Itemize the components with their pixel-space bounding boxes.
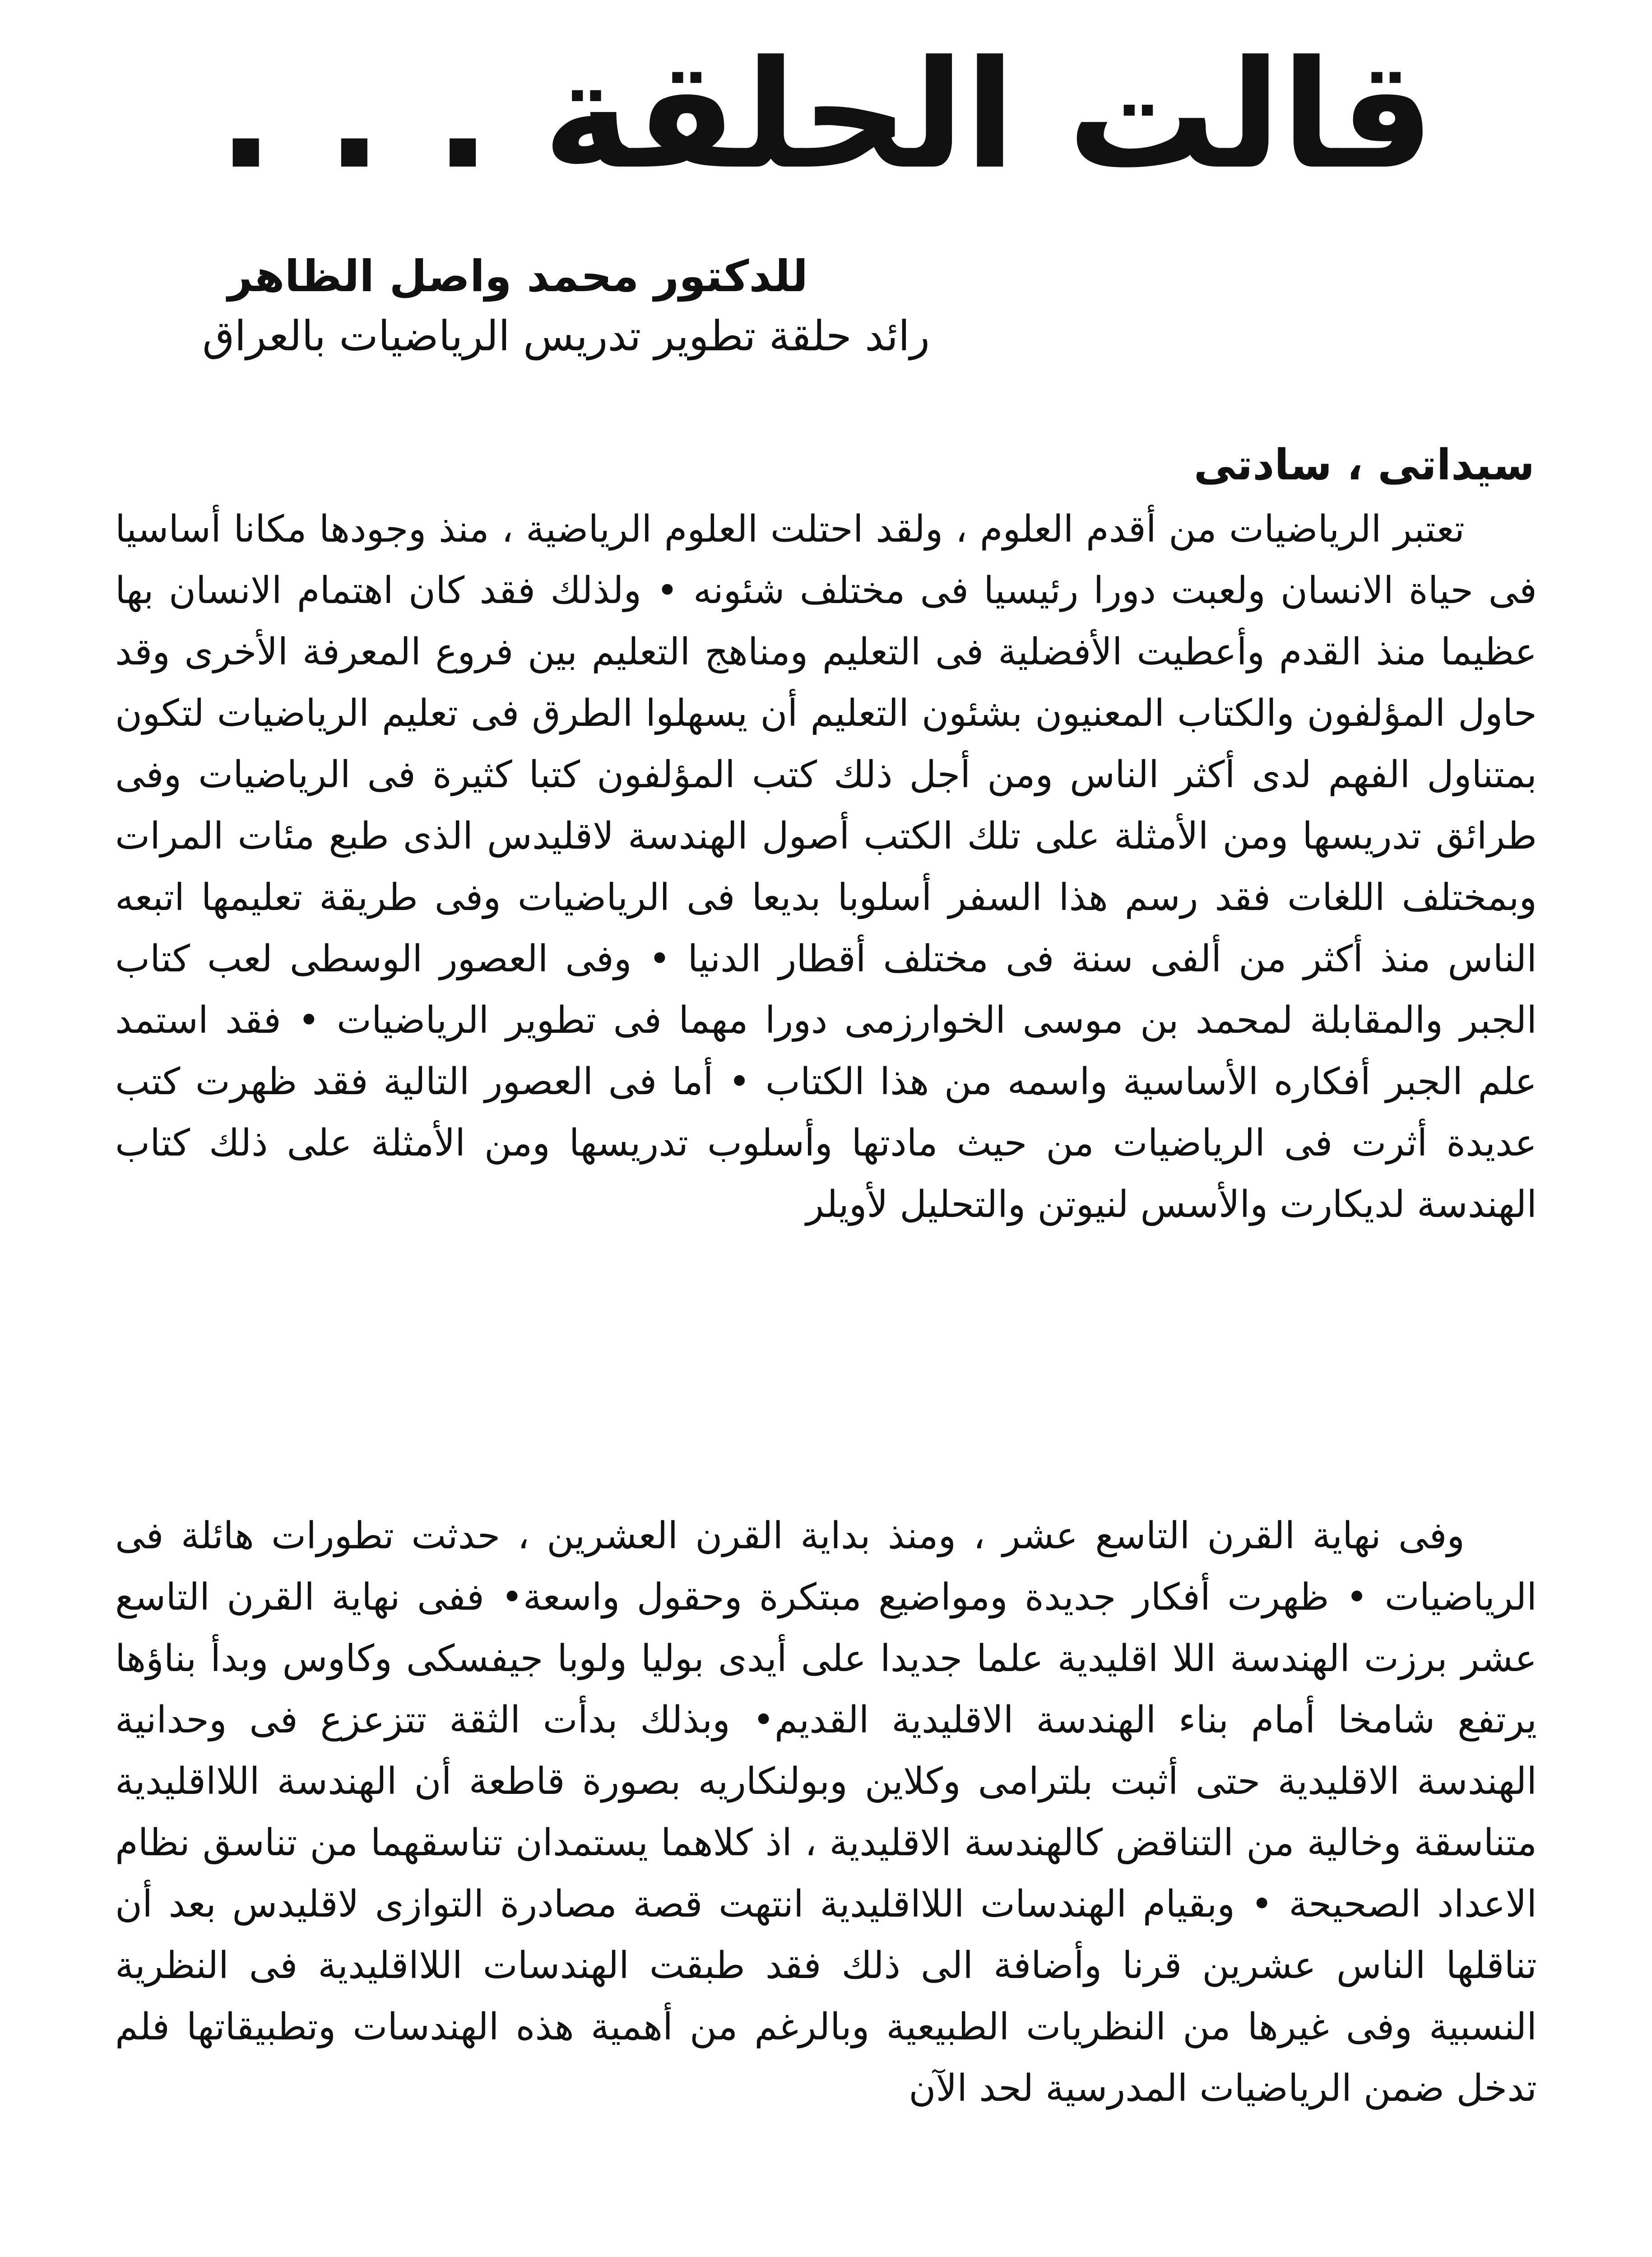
author-role: رائد حلقة تطوير تدريس الرياضيات بالعراق — [202, 312, 930, 360]
salutation: سيداتى ، سادتى — [1193, 441, 1535, 490]
body-paragraph-2: وفى نهاية القرن التاسع عشر ، ومنذ بداية القرن العشرين ، حدثت تطورات هائلة فى الرياضيات • ظهرت أفكار جديدة ومواضيع مبتكرة وحقول واسعة• ففى نهاية القرن التاسع عشر برزت الهندسة اللا اقليدية علما جديدا على أيدى بوليا ولوبا جيفسكى وكاوس وبدأ بناؤها يرتفع شامخا أمام بناء الهندسة الاقليدية القديم• وبذلك بدأت الثقة تتزعزع فى وحدانية الهندسة الاقليدية حتى أثبت بلترامى وكلاين وبولنكاريه بصورة قاطعة أن الهندسة اللااقليدية متناسقة وخالية من التناقض كالهندسة الاقليدية ، اذ كلاهما يستمدان تناسقهما من تناسق نظام الاعداد الصحيحة • وبقيام الهندسات اللااقليدية انتهت قصة مصادرة التوازى لاقليدس بعد أن تناقلها الناس عشرين قرنا وأضافة الى ذلك فقد طبقت الهندسات اللااقليدية فى النظرية النسبية وفى غيرها من النظريات الطبيعية وبالرغم من أهمية هذه الهندسات وتطبيقاتها فلم تدخل ضمن الرياضيات المدرسية لحد الآن — [115, 1514, 1537, 2110]
body-paragraph-1: تعتبر الرياضيات من أقدم العلوم ، ولقد احتلت العلوم الرياضية ، منذ وجودها مكانا أساسيا فى حياة الانسان ولعبت دورا رئيسيا فى مختلف شئونه • ولذلك فقد كان اهتمام الانسان بها عظيما منذ القدم وأعطيت الأفضلية فى التعليم ومناهج التعليم بين فروع المعرفة الأخرى وقد حاول المؤلفون والكتاب المعنيون بشئون التعليم أن يسهلوا الطرق فى تعليم الرياضيات لتكون بمتناول الفهم لدى أكثر الناس ومن أجل ذلك كتب المؤلفون كتبا كثيرة فى الرياضيات وفى طرائق تدريسها ومن الأمثلة على تلك الكتب أصول الهندسة لاقليدس الذى طبع مئات المرات وبمختلف اللغات فقد رسم هذا السفر أسلوبا بديعا فى الرياضيات وفى طريقة تعليمها اتبعه الناس منذ أكثر من ألفى سنة فى مختلف أقطار الدنيا • وفى العصور الوسطى لعب كتاب الجبر والمقابلة لمحمد بن موسى الخوارزمى دورا مهما فى تطوير الرياضيات • فقد استمد علم الجبر أفكاره الأساسية واسمه من هذا الكتاب • أما فى العصور التالية فقد ظهرت كتب عديدة أثرت فى الرياضيات من حيث مادتها وأسلوب تدريسها ومن الأمثلة على ذلك كتاب الهندسة لديكارت والأسس لنيوتن والتحليل لأويلر — [115, 508, 1537, 1226]
article-headline: قالت الحلقة . . . — [217, 28, 1435, 202]
author-name: للدكتور محمد واصل الظاهر — [227, 251, 808, 302]
